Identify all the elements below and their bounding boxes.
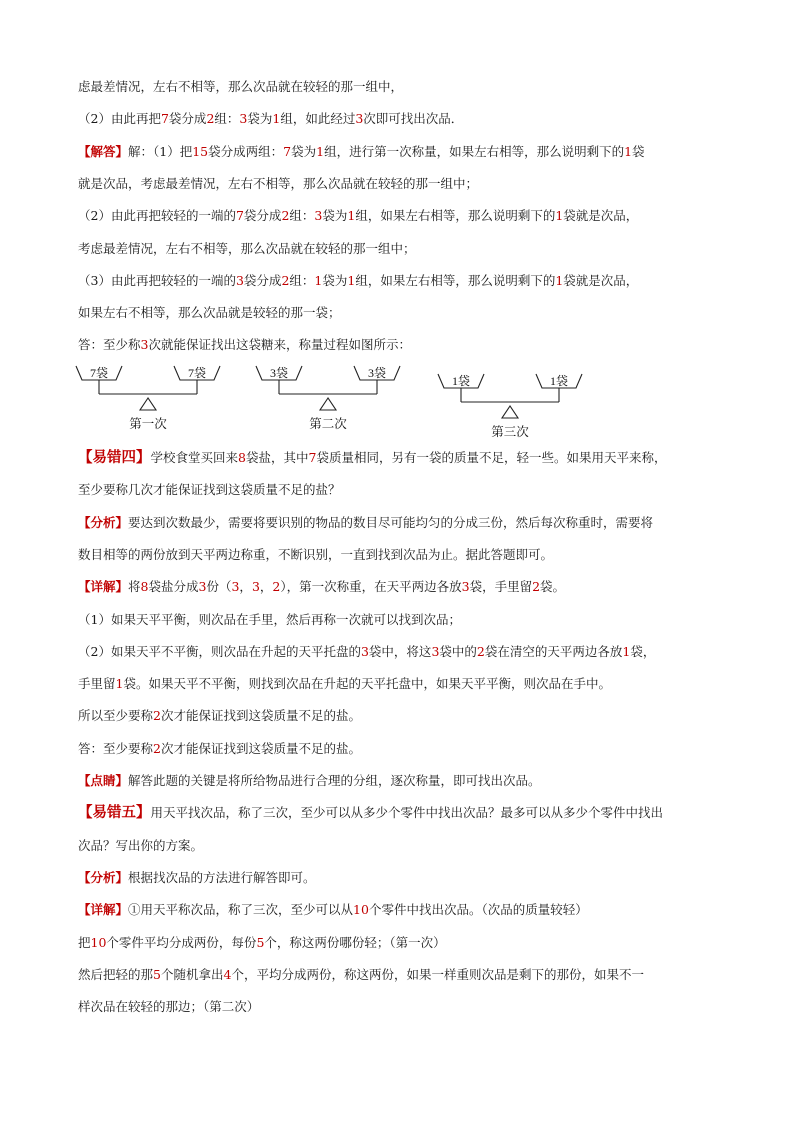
highlight-text: 【分析】	[78, 869, 129, 885]
highlight-text: 3	[355, 111, 364, 127]
highlight-text: 5	[153, 966, 161, 982]
body-text: 个随机拿出	[160, 966, 224, 982]
highlight-text: 1	[272, 111, 281, 127]
body-text: ，	[259, 579, 273, 595]
body-text: 袋。如果天平不平衡，则找到次品在升起的天平托盘中，如果天平平衡，则次品在手中。	[123, 676, 611, 692]
body-text: 袋中，将这	[368, 643, 432, 659]
text-line	[78, 474, 728, 505]
scale-caption: 第三次	[491, 425, 529, 439]
right-pan-label: 1袋	[549, 374, 569, 388]
body-text: 袋为	[322, 272, 348, 288]
body-text: 手里留	[78, 676, 116, 692]
balance-scale	[438, 373, 582, 439]
body-text: 解答此题的关键是将所给物品进行合理的分组，逐次称量，即可找出次品。	[128, 773, 541, 788]
body-text: 如果左右不相等，那么次品就是较轻的那一袋；	[78, 305, 341, 321]
body-text: 袋，手里留	[469, 579, 533, 595]
body-text: 组，进行第一次称量，如果左右相等，那么说明剩下的	[324, 143, 625, 159]
text-line	[78, 830, 728, 861]
left-pan-label: 7袋	[89, 366, 109, 380]
body-text: ，	[239, 579, 252, 595]
body-text: （2）由此再把较轻的一端的	[78, 208, 236, 224]
highlight-text: 【分析】	[78, 514, 129, 530]
text-line	[78, 265, 728, 296]
highlight-text: 3	[314, 208, 323, 224]
body-text: 至少要称几次才能保证找到这袋质量不足的盐？	[78, 482, 341, 498]
highlight-text: 【易错五】	[78, 804, 151, 822]
body-text: 袋。	[540, 579, 566, 595]
highlight-text: 1	[555, 208, 564, 224]
body-text: 组，如果左右相等，那么说明剩下的	[355, 272, 556, 288]
body-text: 组，如此经过	[280, 111, 356, 127]
body-text: 组：	[289, 208, 315, 224]
text-line	[78, 200, 728, 231]
highlight-text: 3	[140, 337, 149, 353]
body-text: 解：（1）把	[128, 143, 193, 159]
text-line	[78, 668, 728, 699]
text-line	[78, 539, 728, 570]
text-line	[78, 765, 728, 796]
highlight-text: 1	[347, 208, 356, 224]
highlight-text: 1	[622, 643, 631, 659]
highlight-text: 3	[251, 579, 260, 595]
body-text: 袋	[632, 143, 645, 159]
highlight-text: 5	[256, 934, 265, 950]
text-line	[78, 991, 728, 1022]
body-text: 答：至少要称	[78, 740, 154, 756]
body-text: 袋分成	[243, 272, 282, 288]
highlight-text: 【解答】	[78, 143, 129, 159]
highlight-text: 2	[153, 740, 161, 756]
highlight-text: 1	[314, 272, 323, 288]
text-line	[78, 297, 728, 328]
body-text: 袋盐，其中	[245, 450, 309, 465]
body-text: 次即可找出次品．	[363, 111, 464, 127]
highlight-text: 1	[624, 143, 633, 159]
body-text: 袋在清空的天平两边各放	[484, 643, 623, 659]
body-text: 次就能保证找出这袋糖来，称量过程如图所示：	[148, 337, 411, 353]
text-line	[78, 103, 728, 134]
highlight-text: 1	[316, 143, 325, 159]
balance-scale	[76, 365, 220, 431]
body-text: 学校食堂买回来	[150, 450, 239, 465]
highlight-text: 3	[198, 579, 207, 595]
body-text: 个，称这两份哪份轻；（第一次）	[264, 934, 446, 950]
highlight-text: 1	[115, 676, 124, 692]
highlight-text: 3	[431, 643, 440, 659]
body-text: 袋质量相同，另有一袋的质量不足，轻一些。如果用天平来称，	[316, 450, 667, 465]
body-text: 袋盐分成	[148, 579, 199, 595]
body-text: 次才能保证找到这袋质量不足的盐。	[160, 740, 361, 756]
highlight-text: 2	[206, 111, 215, 127]
highlight-text: 【点睛】	[78, 773, 129, 788]
body-text: （2）由此再把	[78, 111, 161, 127]
body-text: 个零件平均分成两份，每份	[106, 934, 257, 950]
left-pan-label: 3袋	[269, 366, 289, 380]
highlight-text: 1	[347, 272, 356, 288]
text-line	[78, 136, 728, 167]
text-line	[78, 700, 728, 731]
text-line	[78, 894, 728, 925]
highlight-text: 2	[532, 579, 541, 595]
right-pan-label: 7袋	[187, 366, 207, 380]
body-text: 然后把轻的那	[78, 966, 154, 982]
highlight-text: 【详解】	[78, 902, 129, 918]
left-pan-label: 1袋	[451, 374, 471, 388]
body-text: 袋为	[322, 208, 348, 224]
body-text: 样次品在较轻的那边；（第二次）	[78, 999, 260, 1015]
body-text: 用天平找次品，称了三次，至少可以从多少个零件中找出次品？最多可以从多少个零件中找出	[150, 805, 664, 821]
body-text: 要达到次数最少，需要将要识别的物品的数目尽可能均匀的分成三份，然后每次称重时，需要将	[128, 514, 654, 530]
body-text: 袋就是次品，	[563, 272, 639, 288]
highlight-text: 3	[461, 579, 470, 595]
fulcrum-triangle	[140, 398, 156, 410]
highlight-text: 2	[476, 643, 485, 659]
balance-scale-figure	[70, 358, 600, 442]
text-line	[78, 233, 728, 264]
text-line	[78, 442, 728, 473]
body-text: 份（	[206, 579, 232, 595]
highlight-text: 7	[308, 450, 317, 465]
text-line	[78, 507, 728, 538]
text-line	[78, 571, 728, 602]
highlight-text: 3	[231, 579, 240, 595]
body-text: 袋，	[630, 643, 656, 659]
highlight-text: 3	[239, 111, 248, 127]
balance-scale	[256, 365, 400, 431]
highlight-text: 7	[235, 208, 244, 224]
body-text: 袋为	[291, 143, 317, 159]
body-text: 个，平均分成两份，称这两份，如果一样重则次品是剩下的那份，如果不一	[231, 966, 644, 982]
fulcrum-triangle	[320, 398, 336, 410]
scale-caption: 第二次	[309, 417, 347, 431]
text-line	[78, 959, 728, 990]
body-text: 袋就是次品，	[563, 208, 639, 224]
body-text: 组，如果左右相等，那么说明剩下的	[355, 208, 556, 224]
body-text: 所以至少要称	[78, 708, 154, 724]
right-pan-label: 3袋	[367, 366, 387, 380]
highlight-text: 2	[281, 208, 290, 224]
body-text: （2）如果天平不平衡，则次品在升起的天平托盘的	[78, 643, 361, 659]
highlight-text: 15	[192, 143, 209, 159]
highlight-text: 8	[140, 579, 149, 595]
highlight-text: 3	[360, 643, 369, 659]
body-text: 考虑最差情况，左右不相等，那么次品就在较轻的那一组中；	[78, 240, 416, 256]
highlight-text: 10	[353, 902, 369, 918]
body-text: 次才能保证找到这袋质量不足的盐。	[160, 708, 361, 724]
text-line	[78, 797, 728, 828]
scale-caption: 第一次	[129, 417, 167, 431]
highlight-text: 2	[153, 708, 161, 724]
fulcrum-triangle	[502, 406, 518, 418]
body-text: 根据找次品的方法进行解答即可。	[128, 869, 316, 885]
body-text: ），第一次称重，在天平两边各放	[280, 579, 462, 595]
body-text: 袋中的	[439, 643, 477, 659]
body-text: （3）由此再把较轻的一端的	[78, 272, 236, 288]
highlight-text: 8	[238, 450, 246, 465]
body-text: 虑最差情况，左右不相等，那么次品就在较轻的那一组中，	[78, 79, 404, 94]
body-text: 袋分成两组：	[208, 143, 284, 159]
body-text: 把	[78, 934, 91, 950]
text-line	[78, 636, 728, 667]
body-text: 就是次品，考虑最差情况，左右不相等，那么次品就在较轻的那一组中；	[78, 175, 479, 191]
highlight-text: 1	[555, 272, 564, 288]
balance-scales-diagram	[70, 358, 600, 442]
body-text: 组：	[289, 272, 315, 288]
highlight-text: 4	[223, 966, 232, 982]
body-text: 数目相等的两份放到天平两边称重，不断识别，一直到找到次品为止。据此答题即可。	[78, 546, 554, 562]
text-line	[78, 168, 728, 199]
text-line	[78, 71, 728, 102]
body-text: （1）如果天平平衡，则次品在手里，然后再称一次就可以找到次品；	[78, 611, 461, 627]
highlight-text: 2	[272, 579, 281, 595]
body-text: ①用天平称次品，称了三次，至少可以从	[128, 902, 354, 918]
body-text: 组：	[214, 111, 240, 127]
text-line	[78, 927, 728, 958]
body-text: 个零件中找出次品。（次品的质量较轻）	[368, 902, 588, 918]
text-line	[78, 604, 728, 635]
body-text: 答：至少称	[78, 337, 141, 353]
highlight-text: 【易错四】	[78, 449, 151, 466]
body-text: 袋分成	[243, 208, 282, 224]
body-text: 将	[128, 579, 141, 595]
text-line	[78, 329, 728, 360]
body-text: 袋分成	[168, 111, 207, 127]
text-line	[78, 733, 728, 764]
highlight-text: 7	[160, 111, 169, 127]
highlight-text: 2	[281, 272, 290, 288]
highlight-text: 【详解】	[78, 579, 129, 595]
highlight-text: 10	[90, 934, 107, 950]
highlight-text: 3	[235, 272, 244, 288]
body-text: 袋为	[247, 111, 273, 127]
body-text: 次品？写出你的方案。	[78, 837, 204, 853]
text-line	[78, 862, 728, 893]
highlight-text: 7	[283, 143, 292, 159]
